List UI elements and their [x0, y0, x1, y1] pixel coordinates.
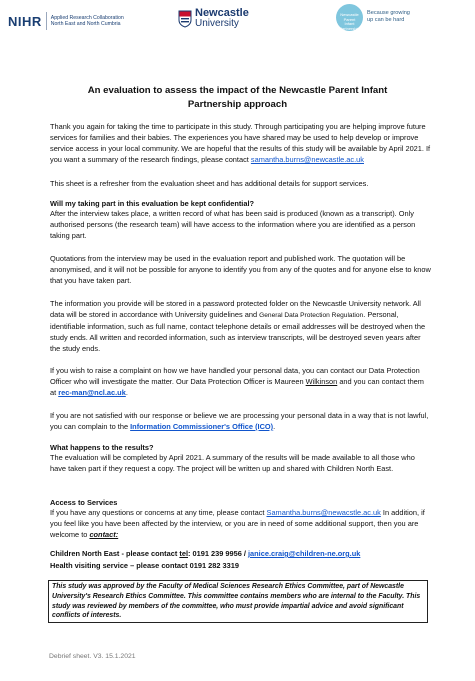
cne-tel-label: tel: [179, 549, 188, 558]
parent-infant-partnership-logo: [336, 4, 363, 31]
ethics-approval-text: This study was approved by the Faculty of Medical Sciences Research Ethics Committee, part of Newcastle University's Research Ethics Committee. This committee contains members who are internal to the Faculty. This study was reviewed by members of the committee, who must provide impartial advice and avoid significant conflicts of interests.: [52, 583, 421, 620]
tagline-line-2: up can be hard: [367, 17, 405, 23]
crest-icon: [178, 10, 192, 28]
data-storage-paragraph: [50, 298, 432, 354]
nihr-line-1: Applied Research Collaboration: [50, 14, 124, 21]
ico-text-a: If you are not satisfied with our response or believe we are processing your personal data in a way that is not lawful, you can complain to the: [50, 411, 429, 431]
data-storage-text-a: The information you provide will be stored in a password protected folder on the Newcastle University network. All data will be stored in accordance with University guidelines and: [50, 299, 421, 319]
newcastle-word: Newcastle: [195, 7, 249, 19]
children-north-east-contact: [50, 548, 432, 559]
nihr-logo: [8, 12, 124, 30]
intro-paragraph: [50, 121, 432, 165]
services-heading: Access to Services: [50, 498, 118, 507]
ico-paragraph: [50, 410, 432, 432]
research-findings-email-link[interactable]: samantha.burns@newcastle.ac.uk: [250, 155, 364, 164]
complaint-paragraph: [50, 365, 432, 398]
footer-version: Debrief sheet. V3. 15.1.2021: [49, 653, 136, 660]
ico-text-b: .: [273, 422, 276, 431]
dpo-email-link[interactable]: rec-man@ncl.ac.uk: [58, 388, 126, 397]
document-title: [52, 84, 423, 112]
complaint-text-b: and you can contact them at: [50, 377, 424, 397]
dpo-surname: Wilkinson: [305, 377, 338, 386]
nihr-divider: [46, 12, 47, 30]
circle-logo-text: Newcastle Parent Infant Partnership: [339, 12, 360, 31]
title-line-1: An evaluation to assess the impact of the Newcastle Parent Infant: [87, 85, 388, 96]
confidentiality-heading: Will my taking part in this evaluation be kept confidential?: [50, 199, 255, 208]
ico-link[interactable]: Information Commissioner's Office (ICO): [130, 422, 274, 431]
ethics-approval-box: [48, 580, 428, 623]
cne-email-link[interactable]: janice.craig@children-ne.org.uk: [248, 549, 361, 558]
services-text-b: In addition, if you feel like you have been affected by the interview, or you are in need of some additional support, then you are welcome to: [50, 508, 425, 539]
contact-label: contact:: [89, 530, 119, 539]
results-paragraph: The evaluation will be completed by April 2021. A summary of the results will be made available to all those who have taken part if they request a copy. The project will be written up and shared with Children North East.: [50, 453, 415, 473]
quotations-paragraph: Quotations from the interview may be used in the evaluation report and published work. The quotation will be anonymised, and it will not be possible for anyone to identify you from any of the quotes and for anyone else to know that you have taken part.: [50, 254, 431, 285]
nihr-description: [51, 15, 124, 27]
results-heading: What happens to the results?: [50, 443, 154, 452]
cne-text-a: Children North East - please contact: [50, 549, 180, 558]
cne-phone: : 0191 239 9956 /: [188, 549, 248, 558]
services-paragraph: [50, 507, 432, 540]
title-line-2: Partnership approach: [187, 99, 288, 110]
nihr-line-2: North East and North Cumbria: [50, 21, 121, 27]
newcastle-university-logo: [178, 8, 249, 29]
complaint-text-c: .: [125, 388, 128, 397]
newcastle-wordmark: [195, 8, 249, 29]
tagline: [367, 10, 410, 24]
transcript-paragraph: After the interview takes place, a written record of what has been said is produced (known as a transcript). Only authorised persons (the research team) will have access to the information where you are identified as a person taking part.: [50, 209, 416, 240]
intro-text: Thank you again for taking the time to participate in this study. Through participating you are helping improve future services for families and their babies. The experiences you have shared may be used to help develop or improve service access in your local community. We are hopeful that the results of this study will be available by April 2021. If you want a summary of the research findings, please contact: [50, 122, 431, 164]
health-visiting-contact: Health visiting service – please contact 0191 282 3319: [50, 561, 239, 570]
questions-email-link[interactable]: Samantha.burns@newacstle.ac.uk: [266, 508, 381, 517]
gdpr-text: General Data Protection Regulation: [259, 312, 364, 319]
university-word: University: [195, 18, 239, 29]
complaint-text-a: If you wish to raise a complaint on how we have handled your personal data, you can contact our Data Protection Officer who will investigate the matter. Our Data Protection Officer is Maureen: [50, 366, 420, 386]
nihr-wordmark: NIHR: [8, 13, 42, 29]
data-storage-text-b: . Personal, identifiable information, such as full name, contact telephone details or email addresses will be destroyed when the study ends. All written and recorded information, such as interview transcripts, will be destroyed seven years after the study ends.: [50, 310, 426, 353]
services-text-a: If you have any questions or concerns at any time, please contact: [50, 508, 267, 517]
refresher-paragraph: This sheet is a refresher from the evaluation sheet and has additional details for support services.: [50, 179, 369, 188]
tagline-line-1: Because growing: [367, 10, 410, 16]
